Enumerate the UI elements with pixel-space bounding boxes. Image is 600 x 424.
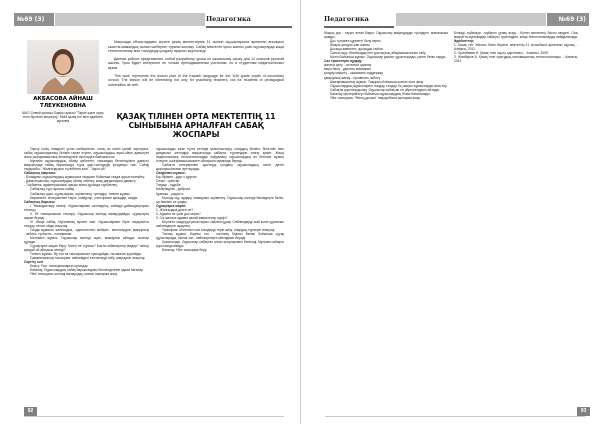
- paragraph: Мұғалім оқушылардың ойлау қабілетін, танымдық белсенділігін дамыту мақсатында сабақ барысында түрлі әдіс-тәсілдерді қолдануы тиіс. Сабақ тақырыбы: "Жалғыздықты түсінбеген жан", "Ақыл-ой".: [24, 159, 149, 172]
- author-name-line2: ТЛЕУКЕНОВНА: [40, 102, 86, 109]
- paragraph: 2. Адамға не үшін дос керек?: [156, 211, 201, 216]
- paragraph: Сабақта интерактивті әдістерді қолдану оқушылардың пәнге деген қызығушылығын арттырады.: [156, 163, 284, 172]
- abstract-kazakh: Мақалада облыстардағы жүзеге қазақ мектептеріне 11 сынып оқушыларына арналған ағылшын кәсіптік-мамандық сынып шеберлігі туралы жоспар. Сабақ мектепте орыс жалпы үшін оқулықтарда жаңа технологиялар мен тәсілдерді қолдану арқылы жүргізіледі.: [108, 40, 284, 54]
- paragraph: - Тәрбиелік: адамгершілікке, жақсы мінез-құлыққа тәрбиелеу.: [24, 183, 118, 188]
- paragraph: Мәтінді оқу, аудару, мазмұнын әңгімелеу. Оқушылар мәтінді бөлімдерге бөліп, әр бөлімге ат қояды.: [156, 195, 284, 204]
- paragraph: Үйге тапсырма: "Менің досым" тақырыбына шығарма жазу.: [330, 95, 421, 100]
- paragraph: Көрнекілігі: интерактивті тақта, слайдтар, үлестірмелі қағаздар, сөздік.: [30, 195, 138, 200]
- issue-label: №69 (3) 2015: [547, 13, 589, 26]
- paragraph: Тапсырма. Мәтіннен сын есімдерді теріп жазу, олардың түрлерін анықтау.: [162, 227, 276, 232]
- paragraph: қолдау көрсету - оказывать поддержку: [324, 71, 384, 76]
- paragraph: қамқорлық жасау - проявлять заботу: [324, 75, 381, 80]
- issue-label: №69 (3) 2015: [14, 13, 54, 26]
- abstract-russian: Данная работа представляет собой разработку урока по казахскому языку для 11 классов русской школы. Урок будет интересен не только преподавателям учителям, но и студентам педагогических вузов.: [108, 56, 284, 70]
- paragraph: 3. Сіз жалғыз адамға қалай көмектесер едіңіз?: [156, 215, 228, 220]
- abstract: [108, 40, 284, 90]
- paragraph: Топпен жұмыс. Әр топ өз тапсырмасын орындайды, нәтижесін қорғайды.: [30, 252, 142, 257]
- left-column-1: [24, 147, 149, 277]
- right-column-1: [324, 31, 448, 100]
- abstract-english: This work represents the lesson plan of the Kazakh language for the 11th grade pupils of secondary school. The lesson will be interesting not only for practising teachers, but for students of pedagogical universities as well.: [108, 73, 284, 87]
- paragraph: Бекіту. Тест тапсырмаларын орындау.: [30, 264, 89, 269]
- paragraph: 1. Жалғыздық деген не?: [156, 207, 194, 212]
- page-footer: [24, 408, 284, 417]
- paragraph: Мейірімділік - доброта: [156, 187, 191, 192]
- paragraph: Топтық жұмыс. Бірінші топ - мәтіннің бірінші бөлімі бойынша сұрақ құрастырады, екінші топ - кейіпкерлерге мінездеме береді.: [156, 231, 284, 241]
- paragraph: Грамматикалық тапсырма: сөйлемдегі етістіктерді табу, шақтарын анықтау.: [30, 256, 146, 261]
- paragraph: Дос тұтқанға құрметті болу керек.: [330, 39, 382, 44]
- paragraph: Сөздік жұмысы: жалғыздық - одиночество, мейірім - милосердие, қамқорлық - забота, түсіністік - понимание.: [24, 227, 149, 236]
- paragraph: Шығармашылық жұмыс. Тақырып бойынша шағын эссе жазу.: [330, 79, 424, 84]
- paragraph: Жақсы жолдас жан азығы.: [330, 43, 371, 48]
- page-footer: [325, 408, 585, 417]
- article-title: ҚАЗАҚ ТІЛІНЕН ОРТА МЕКТЕПТІҢ 11 СЫНЫБЫНА АРНАЛҒАН САБАҚ ЖОСПАРЫ: [116, 112, 276, 139]
- paragraph: Сабақты қорытындылау. Оқушылар сабақтан не үйренгендерін айтады.: [330, 87, 440, 92]
- paragraph: оқушыларды жеке тұлға ретінде қалыптастыру, олардың білімін, біліктілігі мен дағдысын жетілдіру мақсатында сабақты түрлендіріп өткізу қажет. Жаңа педагогикалық технологияларды пайдалану оқушылардың өз бетінше жұмыс істеуіне, шығармашылықпен ойлауына мүмкіндік береді.: [156, 147, 284, 164]
- paragraph: Бір-бірімен - друг с другом: [156, 175, 197, 180]
- paragraph: Сабақтың мақсаты:: [24, 171, 57, 176]
- paragraph: Бағалау. Үйге тапсырма беру.: [162, 248, 208, 253]
- paragraph: Мәтін бойынша жұмыс. Оқушылар диалог құрастырады, рөлге бөліп оқиды.: [330, 55, 447, 60]
- right-column-2: [454, 31, 578, 63]
- author-name: [22, 96, 104, 109]
- header-bar: [55, 13, 205, 26]
- paragraph: Білімді, еңбекқор, тәрбиелі ұрпақ өсіру - бүгінгі мектептің басты міндеті. Осы мақсатта мұғалімдер сабақты түрлендіріп, жаңа технологияларды пайдаланады.: [454, 31, 578, 40]
- paragraph: ІІІ. Жаңа сабақ. Мұғалімнің кіріспе сөзі. Оқушылармен бірге тақырыпты талдау, негізгі ойды анықтау.: [24, 219, 149, 228]
- paragraph: Сабақтың әдісі: сұрақ-жауап, әңгімелесу, түсіндіру, топпен жұмыс.: [30, 191, 131, 196]
- paragraph: Мәтінмен жұмыс. Оқушылар мәтінді оқып, мазмұнын айтады, жоспар құрады.: [24, 236, 149, 245]
- paragraph: І. Ұйымдастыру кезеңі. Оқушылармен сәлемдесу, сабаққа дайындықтарын тексеру.: [24, 203, 149, 212]
- paragraph: 3. Жапбаров А. Қазақ тілін оқытудың инновациялық технологиялары. - Алматы, 2012.: [454, 55, 578, 64]
- paragraph: жалғыз қалу - остаться одному: [324, 63, 372, 68]
- paragraph: Жақсы дос - тауып алған бақыт. Оқушылар мақалдарды түсіндіріп, мағынасын ашады.: [324, 31, 448, 40]
- section-label: Педагогика: [324, 13, 394, 28]
- paragraph: Үйге тапсырма: мәтінді мазмұндау, шағын шығарма жазу.: [30, 272, 118, 277]
- paragraph: 1. Қазақ тілі. Жалпы білім беретін мектептің 11 сыныбына арналған оқулық. - Алматы, 2011.: [454, 43, 578, 52]
- paragraph: Сөз тіркестерін аудару:: [324, 59, 363, 64]
- paragraph: Бағалау. Оқушылардың сабақ барысындағы белсенділігіне қарай бағалау.: [30, 268, 144, 273]
- paragraph: - Білімділік: оқушылардың жұмысына тақырып бойынша сөздік қорын молайту;: [24, 175, 146, 180]
- paragraph: Салыстыру. Жалғыздық пен достықтың айырмашылығын табу.: [330, 51, 427, 56]
- paragraph: Сабақтың барысы:: [24, 199, 56, 204]
- header-bar: [396, 13, 546, 26]
- paragraph: көңіл бөлу - уделять внимание: [324, 67, 371, 72]
- paragraph: Тағдыр - судьба: [156, 183, 181, 188]
- section-label: Педагогика: [206, 13, 292, 28]
- paragraph: Қуаныш - радость: [156, 191, 184, 196]
- paragraph: Берілген сөздерді қатыстырып сөйлем құрау. Сөйлемдерді жай және құрмалас сөйлемдерге ажырату.: [156, 219, 284, 228]
- paragraph: ІІ. Үй тапсырмасын тексеру. Оқушылар мәтінді мазмұндайды, сұрақтарға жауап береді.: [24, 211, 149, 220]
- paragraph: Досыңа көмектес, досыңды сыйла.: [330, 47, 384, 52]
- paragraph: Сергіту сәті.: [24, 260, 45, 265]
- paragraph: Бағалау критерийлері бойынша оқушылардың білімі бағаланады.: [330, 91, 431, 96]
- page-number: 93: [577, 407, 590, 416]
- paragraph: Қорытынды. Оқушылар сабақтан алған әсерлерімен бөліседі. Мұғалім сабақты қорытындылайды.: [156, 240, 284, 249]
- author-name-line1: АКБАСОВА АЙНАШ: [33, 96, 93, 102]
- author-photo: [27, 40, 99, 94]
- paragraph: Оқыту ісінің тиімділігі ұстаз шеберлігіне, оның өз пәнін қалай оқытуына, сабақ оқушыларының білімін талап етуіне, оқушылардың ақыл-ойын дамытуға және шығармашылық белсенділігін арттыруға байланысты.: [24, 147, 149, 160]
- author-affiliation: ШКО Семей қаласы Ожиры ауылы "Тарих және орыс тілін бірлесіп меңгерту" КММ қазақ тілі мен әдебиеті мұғалімі: [22, 111, 104, 124]
- paragraph: Сабақтың түрі: аралас сабақ.: [30, 187, 75, 192]
- page-number: 92: [24, 407, 37, 416]
- paragraph: Сөздікпен жұмыс:: [156, 171, 186, 176]
- right-page: [300, 0, 600, 424]
- paragraph: Әдебиеттер:: [454, 39, 475, 44]
- portrait-illustration: [27, 40, 99, 94]
- paragraph: - Дамытушылық: оқушылардың ойлау, сөйлеу, жазу дағдыларын дамыту;: [24, 179, 137, 184]
- paragraph: Сұрақтарға жауап беру: Мәтін не туралы? Басты кейіпкерлер кімдер? Автор қандай ой айтқысы келеді?: [24, 244, 149, 253]
- paragraph: Сезім - чувство: [156, 179, 180, 184]
- left-column-2: [156, 147, 284, 252]
- paragraph: 2. Оралбаева Н. Қазақ тілін оқыту әдістемесі. - Алматы, 2009.: [454, 51, 549, 56]
- paragraph: Сұрақтарға жауап:: [156, 203, 187, 208]
- paragraph: Оқушылардың жұмыстарын тыңдау, талдау. Ең жақсы жұмыстарды атап өту.: [330, 83, 448, 88]
